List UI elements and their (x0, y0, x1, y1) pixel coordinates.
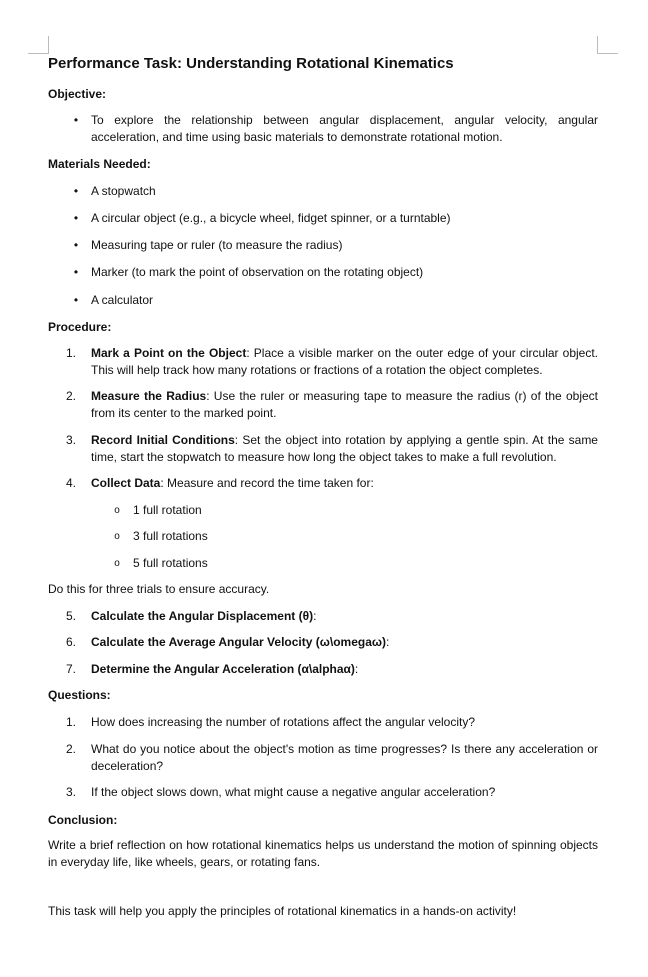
step-description: : (354, 662, 359, 676)
questions-heading: Questions: (48, 688, 111, 702)
procedure-heading: Procedure: (48, 320, 112, 334)
question-number: 1. (66, 715, 77, 729)
step-text (91, 475, 598, 492)
bullet-icon: • (73, 238, 79, 252)
question-number: 3. (66, 785, 77, 799)
step-title: Mark a Point on the Object (91, 346, 247, 360)
closing-text: This task will help you apply the principles of rotational kinematics in a hands-on activity! (48, 904, 517, 918)
materials-heading: Materials Needed: (48, 157, 151, 171)
step-number: 2. (66, 389, 77, 403)
step-title: Collect Data (91, 476, 161, 490)
step-text (91, 345, 598, 379)
step-description: : Use the ruler or measuring tape to measure the radius (r) of the object from its center to the marked point. (91, 389, 598, 420)
bullet-icon: • (73, 265, 79, 279)
bullet-icon: • (73, 293, 79, 307)
conclusion-heading: Conclusion: (48, 813, 118, 827)
step-description: : Place a visible marker on the outer edge of your circular object. This will help track how many rotations or fractions of a rotation the object completes. (91, 346, 599, 377)
conclusion-text: Write a brief reflection on how rotational kinematics helps us understand the motion of spinning objects in everyday life, like wheels, gears, or rotating fans. (48, 838, 598, 869)
materials-item-text: A stopwatch (91, 184, 156, 198)
sub-item-text: 5 full rotations (133, 556, 208, 570)
step-number: 3. (66, 433, 77, 447)
sub-item-text: 3 full rotations (133, 529, 208, 543)
materials-item-text: A calculator (91, 293, 154, 307)
step-title: Determine the Angular Acceleration (α\alphaα) (91, 662, 355, 676)
materials-item-text: Measuring tape or ruler (to measure the radius) (91, 238, 343, 252)
step-title: Calculate the Average Angular Velocity (ω\omegaω) (91, 635, 387, 649)
step-number: 7. (66, 662, 77, 676)
materials-item-text: Marker (to mark the point of observation on the rotating object) (91, 265, 424, 279)
question-number: 2. (66, 742, 77, 756)
step-title: Measure the Radius (91, 389, 207, 403)
step-number: 5. (66, 609, 77, 623)
bullet-icon: • (73, 113, 79, 127)
materials-item-text: A circular object (e.g., a bicycle wheel, fidget spinner, or a turntable) (91, 211, 451, 225)
circle-bullet-icon: o (114, 505, 120, 516)
step-text (91, 432, 598, 466)
bullet-icon: • (73, 211, 79, 225)
page-corner-mark-top-left (28, 36, 49, 54)
question-text: How does increasing the number of rotations affect the angular velocity? (91, 715, 475, 729)
step-title: Calculate the Angular Displacement (θ) (91, 609, 314, 623)
procedure-note: Do this for three trials to ensure accuracy. (48, 582, 270, 596)
objective-text: To explore the relationship between angular displacement, angular velocity, angular acceleration, and time using basic materials to demonstrate rotational motion. (91, 113, 598, 144)
document-title: Performance Task: Understanding Rotational Kinematics (48, 55, 454, 72)
step-number: 6. (66, 635, 77, 649)
step-description: : (386, 635, 390, 649)
step-text (91, 634, 598, 651)
sub-item-text: 1 full rotation (133, 503, 202, 517)
step-text (91, 608, 598, 625)
page-corner-mark-top-right (597, 36, 618, 54)
step-text (91, 388, 598, 422)
step-description: : Set the object into rotation by applying a gentle spin. At the same time, start the stopwatch to measure how long the object takes to make a full revolution. (91, 433, 598, 464)
step-text (91, 661, 598, 678)
circle-bullet-icon: o (114, 531, 120, 542)
objective-heading: Objective: (48, 87, 107, 101)
bullet-icon: • (73, 184, 79, 198)
step-title: Record Initial Conditions (91, 433, 235, 447)
step-number: 4. (66, 476, 77, 490)
question-text: What do you notice about the object's motion as time progresses? Is there any acceleration or deceleration? (91, 742, 598, 773)
step-description: : (313, 609, 317, 623)
question-text: If the object slows down, what might cause a negative angular acceleration? (91, 785, 496, 799)
step-description: : Measure and record the time taken for: (160, 476, 374, 490)
circle-bullet-icon: o (114, 558, 120, 569)
step-number: 1. (66, 346, 77, 360)
